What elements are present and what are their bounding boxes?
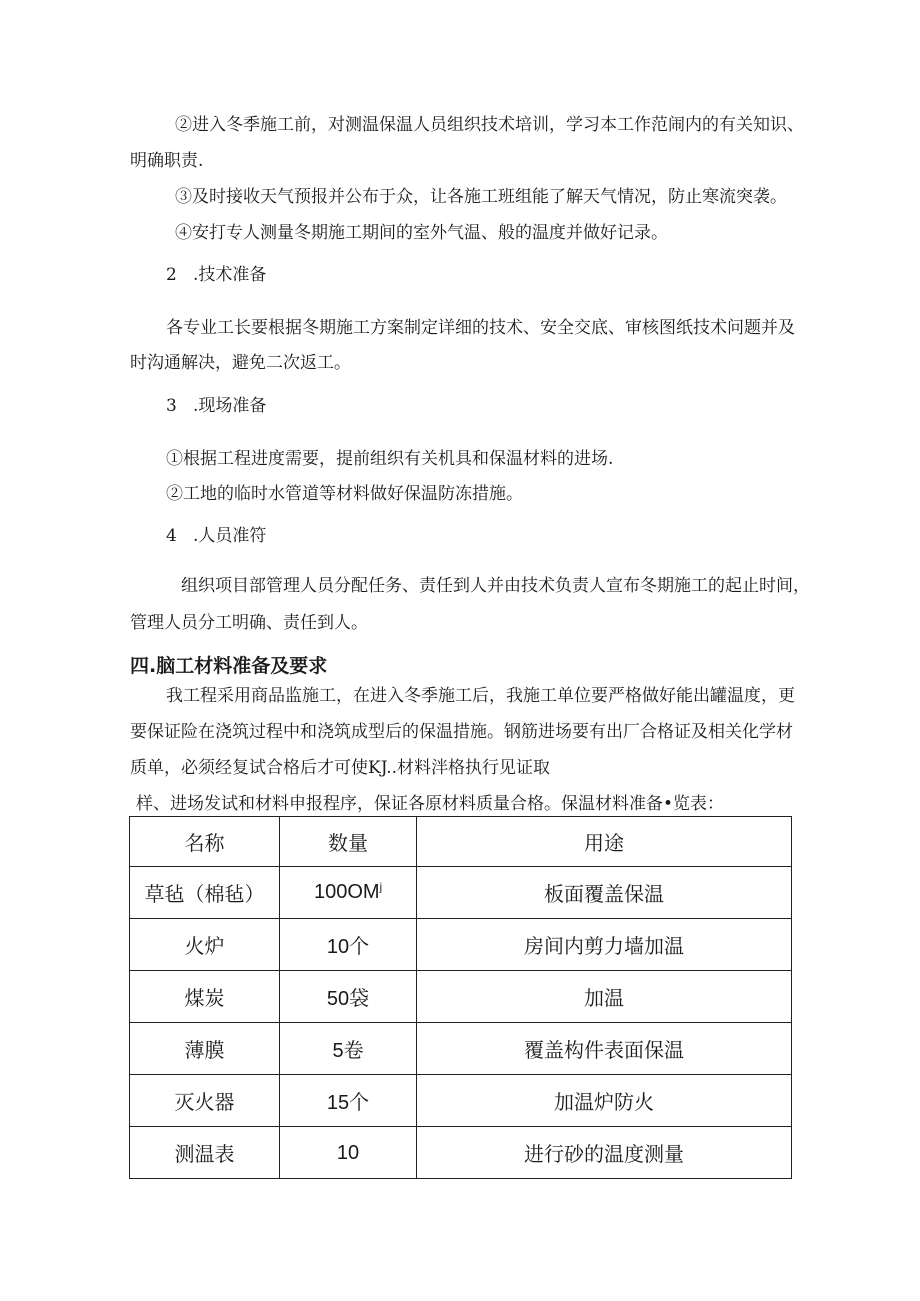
column-header-name: 名称 [130,817,280,867]
material-usage: 覆盖构件表面保温 [417,1023,792,1075]
material-usage: 加温 [417,971,792,1023]
subsection-heading: 4 .人员准符 [166,526,267,546]
column-header-usage: 用途 [417,817,792,867]
paragraph-line: 要保证险在浇筑过程中和浇筑成型后的保温措施。钢筋进场要有出厂合格证及相关化学材 [130,722,793,742]
paragraph-line: ②进入冬季施工前，对测温保温人员组织技术培训，学习本工作范闹内的有关知识、 [175,115,804,135]
material-usage: 板面覆盖保温 [417,867,792,919]
paragraph-line: ①根据工程进度需要，提前组织有关机具和保温材料的进场. [166,449,614,469]
material-name: 薄膜 [130,1023,280,1075]
paragraph-line: 各专业工长要根据冬期施工方案制定详细的技术、安全交底、审核图纸技术问题并及 [166,318,795,338]
paragraph-line: 我工程采用商品监施工，在进入冬季施工后，我施工单位要严格做好能出罐温度，更 [166,686,795,706]
material-quantity: 50袋 [280,971,417,1023]
paragraph-line: ②工地的临时水管道等材料做好保温防冻措施。 [166,484,523,504]
table-row [130,867,792,919]
paragraph-line: 明确职责. [130,151,204,171]
paragraph-line: ④安打专人测量冬期施工期间的室外气温、般的温度并做好记录。 [175,223,668,243]
material-quantity: $100OM^j$ [280,867,417,919]
table-row [130,1075,792,1127]
material-quantity: 10 [280,1127,417,1179]
material-quantity: 5卷 [280,1023,417,1075]
table-row [130,971,792,1023]
material-quantity: 10个 [280,919,417,971]
material-usage: 进行砂的温度测量 [417,1127,792,1179]
paragraph-line: 质单，必须经复试合格后才可使KJ..材料泮格执行见证取 [130,758,551,778]
table-row [130,919,792,971]
material-name: 草毡（棉毡） [130,867,280,919]
material-usage: 加温炉防火 [417,1075,792,1127]
paragraph-line: 时沟通解决，避免二次返工。 [130,353,351,373]
table-header-row [130,817,792,867]
material-name: 测温表 [130,1127,280,1179]
paragraph-line: ③及时接收天气预报并公布于众，让各施工班组能了解天气情况，防止寒流突袭。 [175,187,787,207]
material-name: 灭火器 [130,1075,280,1127]
table-row [130,1127,792,1179]
materials-table [129,816,792,1179]
paragraph-line: 组织项目部管理人员分配任务、责任到人并由技术负责人宣布冬期施工的起止时间， [181,576,810,596]
material-name: 煤炭 [130,971,280,1023]
paragraph-line: 样、进场发试和材料申报程序，保证各原材料质量合格。保温材料准备•览表： [136,794,725,814]
material-name: 火炉 [130,919,280,971]
paragraph-line: 管理人员分工明确、责任到人。 [130,613,368,633]
table-row [130,1023,792,1075]
column-header-quantity: 数量 [280,817,417,867]
material-usage: 房间内剪力墙加温 [417,919,792,971]
material-quantity: 15个 [280,1075,417,1127]
subsection-heading: 2 .技术准备 [166,265,267,285]
section-heading: 四.脑工材料准备及要求 [130,655,328,677]
subsection-heading: 3 .现场准备 [166,396,267,416]
